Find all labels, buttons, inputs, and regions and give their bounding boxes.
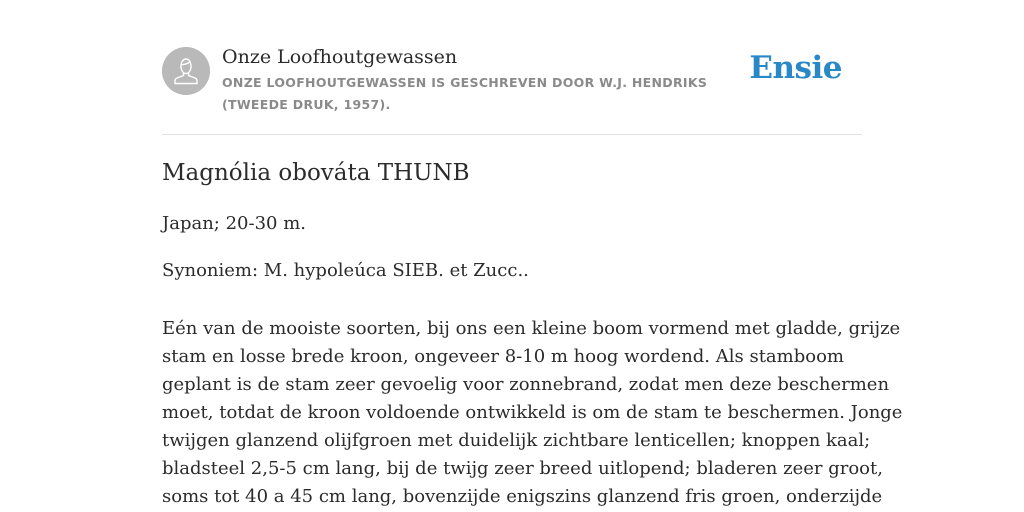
body-line: stam en losse brede kroon, ongeveer 8-10 m hoog wordend. Als stamboom [162,346,844,367]
body-line: twijgen glanzend olijfgroen met duidelijk zichtbare lenticellen; knoppen kaal; [162,430,871,451]
book-title[interactable]: Onze Loofhoutgewassen [222,46,458,68]
article-title: Magnólia obováta THUNB [162,160,470,186]
article-origin: Japan; 20-30 m. [162,213,306,234]
book-description: ONZE LOOFHOUTGEWASSEN IS GESCHREVEN DOOR W.J. HENDRIKS (TWEEDE DRUK, 1957). [222,75,708,112]
ensie-logo[interactable]: Ensie [749,50,842,86]
book-header [162,0,862,135]
body-line: moet, totdat de kroon voldoende ontwikkeld is om de stam te beschermen. Jonge [162,402,903,423]
body-line: bladsteel 2,5-5 cm lang, bij de twijg zeer breed uitlopend; bladeren zeer groot, [162,458,883,479]
article-synonym: Synoniem: M. hypoleúca SIEB. et Zucc.. [162,260,529,281]
body-line: geplant is de stam zeer gevoelig voor zonnebrand, zodat men deze beschermen [162,374,890,395]
page-container [162,0,903,507]
user-silhouette-icon [162,47,210,95]
body-line: soms tot 40 a 45 cm lang, bovenzijde enigszins glanzend fris groen, onderzijde [162,486,883,507]
article-body [162,315,903,511]
body-line: Eén van de mooiste soorten, bij ons een kleine boom vormend met gladde, grijze [162,318,901,339]
